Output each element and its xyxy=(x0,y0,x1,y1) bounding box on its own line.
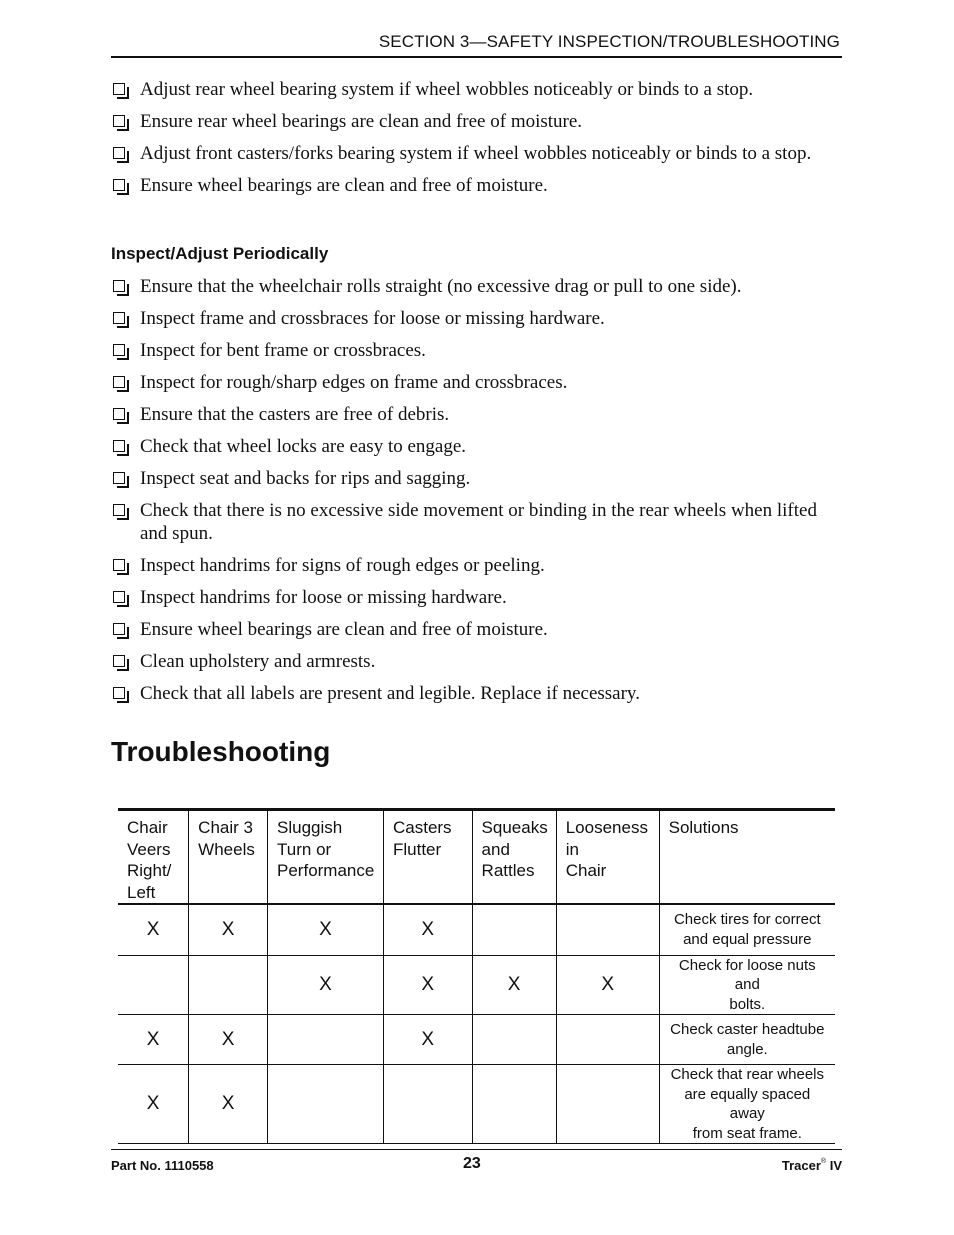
column-header xyxy=(659,810,835,905)
symptom-mark-cell xyxy=(189,955,268,1015)
column-header-line: Rattles xyxy=(481,861,535,880)
checkbox-icon xyxy=(113,440,125,452)
solution-line: angle. xyxy=(726,1040,768,1058)
symptom-mark-cell: X xyxy=(189,1015,268,1065)
checklist-item-text: Inspect for bent frame or crossbraces. xyxy=(140,340,426,361)
checklist-item-text: Check that wheel locks are easy to engage. xyxy=(140,436,467,457)
symptom-mark-cell xyxy=(556,1015,659,1065)
symptom-mark-cell: X xyxy=(383,1015,472,1065)
solution-line: are equally spaced away xyxy=(684,1085,811,1122)
column-header-line: and xyxy=(481,839,510,859)
symptom-mark-cell xyxy=(556,1065,659,1144)
solution-line: Check caster headtube xyxy=(670,1021,825,1038)
symptom-mark-cell: X xyxy=(472,955,556,1015)
checklist-item-text: Ensure that the casters are free of debris. xyxy=(140,404,450,425)
footer-product-name xyxy=(782,1158,842,1173)
checklist-item-text: Inspect handrims for loose or missing hardware. xyxy=(140,587,507,608)
checkbox-icon xyxy=(113,472,125,484)
checklist-item-text: Check that there is no excessive side movement or binding in the rear wheels when lifted and spun. xyxy=(140,500,817,544)
checklist-item xyxy=(111,110,836,133)
checkbox-icon xyxy=(113,344,125,356)
table-row xyxy=(118,1015,835,1065)
table-row xyxy=(118,955,835,1015)
symptom-mark-cell: X xyxy=(268,955,384,1015)
solution-cell xyxy=(659,1065,835,1144)
checklist-item xyxy=(111,499,836,545)
checklist-item-text: Ensure wheel bearings are clean and free of moisture. xyxy=(140,175,548,196)
checkbox-icon xyxy=(113,376,125,388)
symptom-mark-cell xyxy=(556,904,659,955)
symptom-mark-cell xyxy=(383,1065,472,1144)
checklist-item-text: Inspect handrims for signs of rough edges or peeling. xyxy=(140,555,545,576)
symptom-mark-cell: X xyxy=(118,1015,189,1065)
table-row xyxy=(118,904,835,955)
symptom-mark-cell: X xyxy=(118,1065,189,1144)
column-header-line: Solutions xyxy=(668,818,739,837)
checkbox-icon xyxy=(113,591,125,603)
section-title-header: SECTION 3—SAFETY INSPECTION/TROUBLESHOOTING xyxy=(378,32,840,51)
checkbox-icon xyxy=(113,147,125,159)
product-model: IV xyxy=(829,1158,842,1173)
checklist-item-text: Check that all labels are present and legible. Replace if necessary. xyxy=(140,683,640,704)
checklist-item-text: Inspect seat and backs for rips and sagging. xyxy=(140,468,471,489)
solution-line: from seat frame. xyxy=(692,1124,802,1142)
column-header xyxy=(556,810,659,905)
checklist-item xyxy=(111,682,836,705)
symptom-mark-cell xyxy=(472,1065,556,1144)
solution-line: Check tires for correct xyxy=(673,911,821,929)
checklist-item xyxy=(111,467,836,490)
checklist-item xyxy=(111,650,836,673)
checklist-item-text: Adjust rear wheel bearing system if wheel wobbles noticeably or binds to a stop. xyxy=(140,79,754,100)
symptom-mark-cell: X xyxy=(556,955,659,1015)
column-header xyxy=(118,810,189,905)
column-header-line: Flutter xyxy=(392,839,442,859)
checklist-item xyxy=(111,403,836,426)
symptom-mark-cell: X xyxy=(383,904,472,955)
column-header-line: Right/ xyxy=(127,861,172,880)
solution-cell xyxy=(659,1015,835,1065)
column-header xyxy=(189,810,268,905)
checklist-item xyxy=(111,275,836,298)
column-header xyxy=(268,810,384,905)
checklist-item xyxy=(111,142,836,165)
checklist-item-text: Adjust front casters/forks bearing system if wheel wobbles noticeably or binds to a stop. xyxy=(140,143,812,164)
column-header xyxy=(383,810,472,905)
symptom-mark-cell: X xyxy=(383,955,472,1015)
column-header-line: Chair xyxy=(565,861,607,880)
checklist-item-text: Clean upholstery and armrests. xyxy=(140,651,376,672)
checkbox-icon xyxy=(113,115,125,127)
symptom-mark-cell xyxy=(268,1065,384,1144)
solution-cell xyxy=(659,955,835,1015)
page-footer xyxy=(111,1149,842,1180)
solution-line: Check for loose nuts and xyxy=(678,956,816,993)
column-header-line: Wheels xyxy=(198,839,255,859)
product-name: Tracer xyxy=(781,1158,821,1173)
symptom-mark-cell xyxy=(268,1015,384,1065)
column-header-line: Sluggish xyxy=(277,818,343,837)
checklist-item xyxy=(111,339,836,362)
symptom-mark-cell xyxy=(472,1015,556,1065)
checkbox-icon xyxy=(113,559,125,571)
solution-line: and equal pressure xyxy=(683,930,812,948)
footer-part-number: Part No. 1110558 xyxy=(111,1158,214,1173)
column-header-line: Chair xyxy=(127,818,168,837)
solution-line: bolts. xyxy=(729,995,766,1013)
checklist-item xyxy=(111,174,836,197)
solution-cell xyxy=(659,904,835,955)
checkbox-icon xyxy=(113,179,125,191)
symptom-mark-cell: X xyxy=(189,904,268,955)
footer-page-number: 23 xyxy=(463,1155,481,1172)
checklist-item-text: Inspect frame and crossbraces for loose or missing hardware. xyxy=(140,308,605,329)
checklist-item xyxy=(111,554,836,577)
checklist-top xyxy=(111,78,836,206)
checklist-item xyxy=(111,307,836,330)
symptom-mark-cell xyxy=(118,955,189,1015)
checklist-periodic xyxy=(111,275,836,714)
checklist-item xyxy=(111,618,836,641)
column-header-line: Casters xyxy=(392,818,452,837)
checklist-item-text: Ensure rear wheel bearings are clean and free of moisture. xyxy=(140,111,583,132)
troubleshooting-heading: Troubleshooting xyxy=(111,736,331,767)
checkbox-icon xyxy=(113,83,125,95)
checkbox-icon xyxy=(113,655,125,667)
checklist-item-text: Ensure wheel bearings are clean and free of moisture. xyxy=(140,619,548,640)
checkbox-icon xyxy=(113,312,125,324)
registered-mark: ® xyxy=(820,1158,827,1165)
checklist-item-text: Ensure that the wheelchair rolls straight (no excessive drag or pull to one side). xyxy=(140,276,742,297)
checklist-item xyxy=(111,371,836,394)
checklist-item xyxy=(111,78,836,101)
column-header-line: Looseness xyxy=(565,818,648,837)
column-header-line: Left xyxy=(127,882,156,902)
checkbox-icon xyxy=(113,408,125,420)
troubleshooting-table xyxy=(118,808,835,1144)
table-header-row xyxy=(118,810,835,905)
symptom-mark-cell xyxy=(472,904,556,955)
checklist-item xyxy=(111,435,836,458)
table-row xyxy=(118,1065,835,1144)
checklist-item-text: Inspect for rough/sharp edges on frame and crossbraces. xyxy=(140,372,568,393)
checkbox-icon xyxy=(113,687,125,699)
column-header-line: in xyxy=(565,839,579,859)
column-header-line: Turn or xyxy=(277,839,332,859)
symptom-mark-cell: X xyxy=(146,919,160,940)
column-header-line: Performance xyxy=(277,861,375,880)
solution-line: Check that rear wheels xyxy=(670,1066,824,1083)
column-header xyxy=(472,810,556,905)
column-header-line: Veers xyxy=(127,839,171,859)
column-header-line: Squeaks xyxy=(481,818,548,837)
checkbox-icon xyxy=(113,280,125,292)
checklist-item xyxy=(111,586,836,609)
subheading-inspect-periodically: Inspect/Adjust Periodically xyxy=(111,244,329,263)
page-header xyxy=(111,30,842,58)
checkbox-icon xyxy=(113,504,125,516)
symptom-mark-cell: X xyxy=(189,1065,268,1144)
symptom-mark-cell: X xyxy=(268,904,384,955)
checkbox-icon xyxy=(113,623,125,635)
column-header-line: Chair 3 xyxy=(198,818,253,837)
